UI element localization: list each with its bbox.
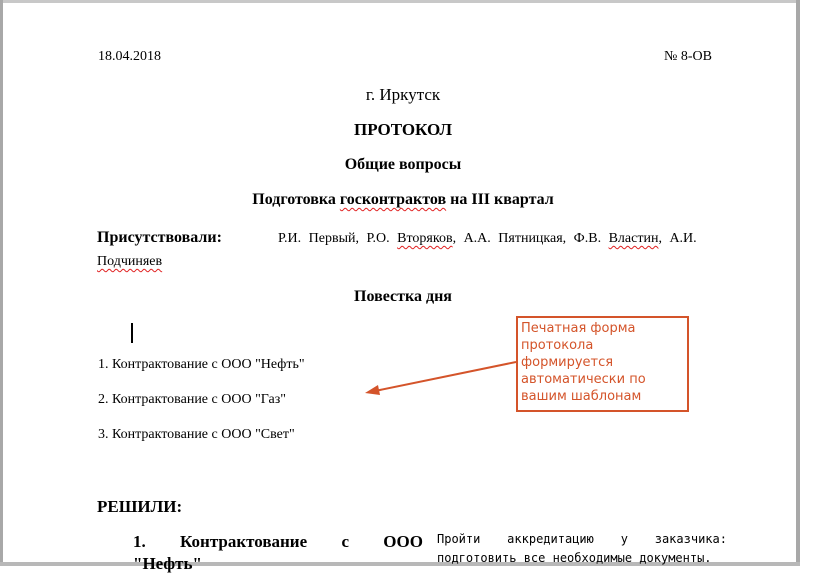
topic-text-before: Подготовка xyxy=(252,191,340,208)
agenda-item: 1. Контрактование с ООО "Нефть" xyxy=(98,357,305,372)
text-cursor xyxy=(131,323,133,343)
text-word: аккредитацию xyxy=(507,532,594,546)
text-word: Пройти xyxy=(437,532,481,546)
callout-text-line: Печатная форма xyxy=(521,321,636,336)
text-word: у xyxy=(620,532,628,546)
heading-word: с xyxy=(341,532,349,551)
heading-word: 1. xyxy=(133,532,146,551)
document-subtitle: Общие вопросы xyxy=(344,156,462,173)
document-number: № 8-ОВ xyxy=(664,49,712,64)
topic-text-after: на III квартал xyxy=(446,191,554,208)
document-city: г. Иркутск xyxy=(365,85,441,104)
text-line2: подготовить все необходимые документы. xyxy=(437,551,712,565)
document-title: ПРОТОКОЛ xyxy=(353,120,452,139)
agenda-title: Повестка дня xyxy=(354,288,452,305)
heading-word: Контрактование xyxy=(180,532,308,551)
attended-name-misspelled: Властин xyxy=(608,231,659,246)
attended-names-continued: Подчиняев xyxy=(97,254,163,269)
annotation-callout xyxy=(516,316,689,412)
attended-names xyxy=(278,231,697,247)
attended-name-misspelled: Вторяков xyxy=(397,231,453,246)
callout-text-line: формируется xyxy=(521,355,614,370)
resolved-title: РЕШИЛИ: xyxy=(97,497,183,516)
attended-label: Присутствовали: xyxy=(97,229,222,246)
document-date: 18.04.2018 xyxy=(98,49,161,64)
resolved-item-text xyxy=(437,530,727,568)
agenda-item: 2. Контрактование с ООО "Газ" xyxy=(98,392,286,407)
topic-misspelled-word: госконтрактов xyxy=(339,191,447,208)
callout-text-line: протокола xyxy=(521,338,594,353)
attended-name-part: , А.А. Пятницкая, Ф.В. xyxy=(452,231,609,246)
document-page[interactable] xyxy=(3,3,796,573)
callout-text-line: вашим шаблонам xyxy=(521,389,642,404)
agenda-item: 3. Контрактование с ООО "Свет" xyxy=(98,427,295,442)
document-topic xyxy=(0,191,823,209)
callout-text-line: автоматически по xyxy=(521,372,646,387)
resolved-item-heading xyxy=(133,532,423,574)
text-word: заказчика: xyxy=(654,532,727,546)
attended-name-part: , А.И. xyxy=(658,231,697,246)
attended-name-part: Р.И. Первый, Р.О. xyxy=(278,231,398,246)
heading-line2: "Нефть" xyxy=(133,554,202,573)
heading-word: ООО xyxy=(383,532,423,551)
